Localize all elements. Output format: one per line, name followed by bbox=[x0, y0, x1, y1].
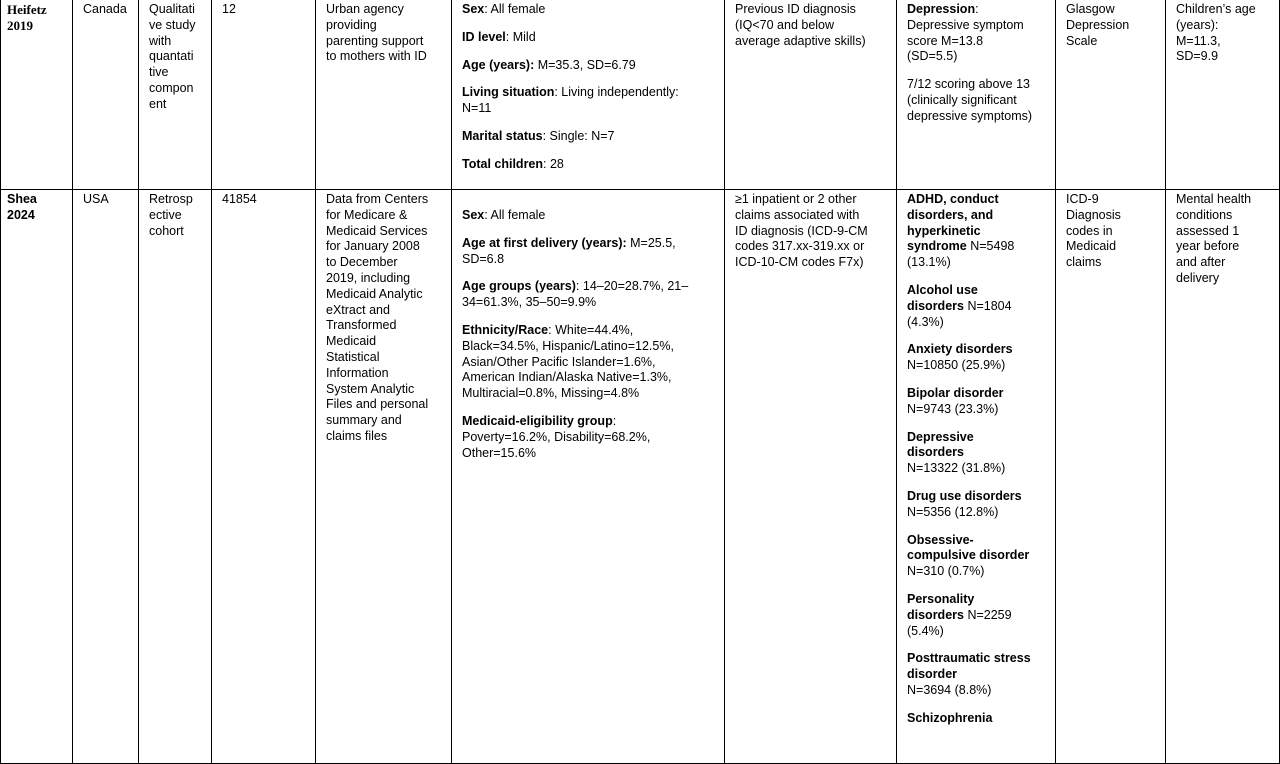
cell-paragraph bbox=[907, 651, 1050, 698]
study-year: 2024 bbox=[7, 207, 35, 222]
cell-paragraph bbox=[462, 129, 719, 145]
cell-paragraph bbox=[462, 279, 719, 311]
notes-cell: Mental health conditions assessed 1 year before and after delivery bbox=[1166, 190, 1280, 764]
field-label: Posttraumatic stress disorder bbox=[907, 651, 1031, 682]
cell-paragraph bbox=[462, 30, 719, 46]
field-label: Total children bbox=[462, 156, 544, 171]
field-label: Age (years): bbox=[462, 57, 535, 72]
field-value: : Living independently: N=11 bbox=[462, 85, 679, 116]
field-value: : Single: N=7 bbox=[542, 128, 615, 143]
cell-paragraph bbox=[907, 711, 1050, 727]
measure-cell: Glasgow Depression Scale bbox=[1056, 0, 1166, 190]
field-label: Alcohol use disorders bbox=[907, 282, 978, 313]
demographics-cell bbox=[452, 0, 725, 190]
study-author: Heifetz bbox=[7, 2, 47, 17]
field-value: N=3694 (8.8%) bbox=[907, 682, 992, 697]
field-label: Age groups (years) bbox=[462, 279, 576, 294]
field-value: : Poverty=16.2%, Disability=68.2%, Other=15.6% bbox=[462, 413, 651, 460]
field-label: Anxiety disorders bbox=[907, 342, 1013, 357]
study-author: Shea bbox=[7, 192, 37, 206]
field-label: Medicaid-eligibility group bbox=[462, 413, 613, 428]
field-label: ID level bbox=[462, 29, 506, 44]
cell-paragraph bbox=[462, 157, 719, 173]
field-value: : All female bbox=[484, 2, 546, 16]
id-criteria-cell: Previous ID diagnosis (IQ<70 and below average adaptive skills) bbox=[725, 0, 897, 190]
field-label: Depressive disorders bbox=[907, 429, 974, 460]
field-label: Sex bbox=[462, 2, 485, 16]
setting-cell: Data from Centers for Medicare & Medicaid Services for January 2008 to December 2019, including Medicaid Analytic eXtract and Transformed Medicaid Statistical Information System Analytic Files and personal summary and claims files bbox=[316, 190, 452, 764]
field-value: : White=44.4%, Black=34.5%, Hispanic/Latino=12.5%, Asian/Other Pacific Islander=1.6%, American Indian/Alaska Native=1.3%, Multiracial=0.8%, Missing=4.8% bbox=[462, 322, 674, 401]
author-year-cell bbox=[1, 190, 73, 764]
field-value: : All female bbox=[484, 208, 546, 222]
field-value: : Mild bbox=[505, 29, 536, 44]
cell-paragraph bbox=[462, 85, 719, 117]
field-label: Marital status bbox=[462, 128, 543, 143]
field-value: N=13322 (31.8%) bbox=[907, 461, 1006, 476]
field-value: N=10850 (25.9%) bbox=[907, 358, 1006, 373]
field-value: M=25.5, SD=6.8 bbox=[462, 235, 676, 266]
setting-cell: Urban agency providing parenting support to mothers with ID bbox=[316, 0, 452, 190]
id-criteria-cell: ≥1 inpatient or 2 other claims associated with ID diagnosis (ICD-9-CM codes 317.xx-319.xx or ICD-10-CM codes F7x) bbox=[725, 190, 897, 764]
field-label: Obsessive- compulsive disorder bbox=[907, 532, 1030, 563]
field-value: N=310 (0.7%) bbox=[907, 564, 985, 579]
cell-paragraph bbox=[462, 208, 719, 224]
field-value: N=5356 (12.8%) bbox=[907, 504, 999, 519]
cell-paragraph bbox=[907, 533, 1050, 580]
author-year-cell bbox=[1, 0, 73, 190]
field-label: Depression bbox=[907, 2, 976, 16]
cell-paragraph bbox=[462, 2, 719, 18]
cell-paragraph bbox=[907, 192, 1050, 271]
sample-size-cell: 12 bbox=[212, 0, 316, 190]
demographics-cell bbox=[452, 190, 725, 764]
measure-cell: ICD-9 Diagnosis codes in Medicaid claims bbox=[1056, 190, 1166, 764]
cell-paragraph bbox=[907, 592, 1050, 639]
notes-cell: Children’s age (years): M=11.3, SD=9.9 bbox=[1166, 0, 1280, 190]
field-label: Bipolar disorder bbox=[907, 385, 1004, 400]
field-value: N=1804 (4.3%) bbox=[907, 298, 1012, 329]
sample-size-cell: 41854 bbox=[212, 190, 316, 764]
cell-paragraph bbox=[907, 342, 1050, 374]
field-value: N=5498 (13.1%) bbox=[907, 239, 1015, 270]
table-row bbox=[1, 190, 1280, 764]
field-label: Age at first delivery (years): bbox=[462, 235, 627, 250]
cell-paragraph bbox=[462, 323, 719, 402]
cell-paragraph bbox=[907, 489, 1050, 521]
field-value: N=2259 (5.4%) bbox=[907, 607, 1012, 638]
cell-paragraph bbox=[907, 2, 1050, 65]
cell-paragraph bbox=[907, 386, 1050, 418]
field-value: : 14–20=28.7%, 21– 34=61.3%, 35–50=9.9% bbox=[462, 279, 689, 310]
field-value: : 28 bbox=[543, 156, 564, 171]
cell-paragraph bbox=[462, 58, 719, 74]
outcomes-cell bbox=[897, 0, 1056, 190]
design-cell: Qualitati ve study with quantati tive compon ent bbox=[139, 0, 212, 190]
country-cell: Canada bbox=[73, 0, 139, 190]
table-row bbox=[1, 0, 1280, 190]
field-value: M=35.3, SD=6.79 bbox=[534, 57, 636, 72]
field-value: : Depressive symptom score M=13.8 (SD=5.5) bbox=[907, 2, 1024, 64]
cell-paragraph bbox=[462, 414, 719, 461]
field-label: Ethnicity/Race bbox=[462, 322, 549, 337]
country-cell: USA bbox=[73, 190, 139, 764]
field-value: 7/12 scoring above 13 (clinically significant depressive symptoms) bbox=[907, 77, 1033, 123]
field-label: ADHD, conduct disorders, and hyperkinetic syndrome bbox=[907, 192, 999, 254]
field-label: Drug use disorders bbox=[907, 488, 1022, 503]
cell-paragraph bbox=[907, 77, 1050, 124]
study-year: 2019 bbox=[7, 17, 33, 33]
field-label: Living situation bbox=[462, 85, 555, 100]
field-label: Sex bbox=[462, 208, 485, 222]
cell-paragraph bbox=[907, 430, 1050, 477]
cell-paragraph bbox=[907, 283, 1050, 330]
outcomes-cell bbox=[897, 190, 1056, 764]
cell-paragraph bbox=[462, 236, 719, 268]
design-cell: Retrosp ective cohort bbox=[139, 190, 212, 764]
field-label: Personality disorders bbox=[907, 591, 975, 622]
field-value: N=9743 (23.3%) bbox=[907, 401, 999, 416]
field-label: Schizophrenia bbox=[907, 710, 993, 725]
